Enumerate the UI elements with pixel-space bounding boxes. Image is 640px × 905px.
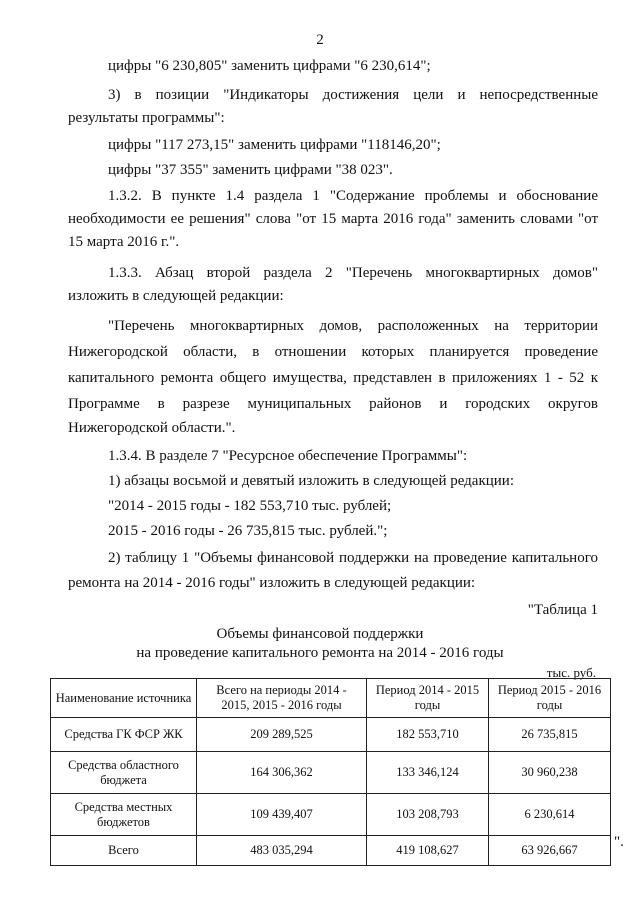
cell-period-1: 419 108,627 [367, 836, 489, 866]
cell-period-2: 63 926,667 [489, 836, 611, 866]
closing-quote: ". [614, 834, 624, 850]
table-title: Объемы финансовой поддержки [216, 626, 424, 642]
table-row [51, 752, 611, 794]
text-line: "Перечень многоквартирных домов, расположенных на территории [108, 318, 598, 334]
header-period-2015-2016: Период 2015 - 2016 годы [489, 679, 611, 718]
text-line: 3) в позиции "Индикаторы достижения цели и непосредственные [108, 87, 598, 103]
text-line: необходимости ее решения" слова "от 15 марта 2016 года" заменить словами "от [68, 211, 598, 227]
table-header-row [51, 679, 611, 718]
text-line: изложить в следующей редакции: [68, 288, 284, 304]
text-line: Нижегородской области, в отношении которых планируется проведение [68, 344, 598, 360]
cell-period-2: 26 735,815 [489, 718, 611, 752]
cell-source: Средства областного бюджета [51, 752, 197, 794]
cell-total: 164 306,362 [197, 752, 367, 794]
text-line: "2014 - 2015 годы - 182 553,710 тыс. рублей; [108, 498, 392, 514]
cell-total: 483 035,294 [197, 836, 367, 866]
text-line: 1.3.4. В разделе 7 "Ресурсное обеспечение Программы": [108, 448, 468, 464]
cell-source: Всего [51, 836, 197, 866]
header-period-2014-2015: Период 2014 - 2015 годы [367, 679, 489, 718]
table-row-total [51, 836, 611, 866]
text-line: Программе в разрезе муниципальных районов и городских округов [68, 396, 598, 412]
table-caption: "Таблица 1 [527, 602, 598, 618]
cell-total: 209 289,525 [197, 718, 367, 752]
text-line: результаты программы": [68, 110, 225, 126]
cell-period-1: 133 346,124 [367, 752, 489, 794]
text-line: 1.3.2. В пункте 1.4 раздела 1 "Содержание проблемы и обоснование [108, 188, 598, 204]
table-row [51, 794, 611, 836]
header-source: Наименование источника [51, 679, 197, 718]
funding-table [50, 678, 611, 866]
cell-total: 109 439,407 [197, 794, 367, 836]
cell-period-1: 103 208,793 [367, 794, 489, 836]
cell-source: Средства местных бюджетов [51, 794, 197, 836]
text-line: 2015 - 2016 годы - 26 735,815 тыс. рублей."; [108, 523, 388, 539]
text-line: цифры "37 355" заменить цифрами "38 023". [108, 162, 393, 178]
text-line: 15 марта 2016 г.". [68, 234, 180, 250]
table-row [51, 718, 611, 752]
text-line: 1.3.3. Абзац второй раздела 2 "Перечень многоквартирных домов" [108, 265, 598, 281]
text-line: цифры "117 273,15" заменить цифрами "118146,20"; [108, 137, 441, 153]
cell-period-1: 182 553,710 [367, 718, 489, 752]
table-subtitle: на проведение капитального ремонта на 2014 - 2016 годы [136, 645, 504, 661]
cell-source: Средства ГК ФСР ЖК [51, 718, 197, 752]
text-line: цифры "6 230,805" заменить цифрами "6 230,614"; [108, 58, 431, 74]
page-number: 2 [316, 32, 324, 48]
text-line: капитального ремонта общего имущества, представлен в приложениях 1 - 52 к [68, 370, 598, 386]
text-line: ремонта на 2014 - 2016 годы" изложить в следующей редакции: [68, 575, 476, 591]
text-line: Нижегородской области.". [68, 420, 236, 436]
units-label: тыс. руб. [546, 665, 596, 680]
text-line: 1) абзацы восьмой и девятый изложить в следующей редакции: [108, 473, 515, 489]
text-line: 2) таблицу 1 "Объемы финансовой поддержки на проведение капитального [108, 550, 598, 566]
cell-period-2: 30 960,238 [489, 752, 611, 794]
cell-period-2: 6 230,614 [489, 794, 611, 836]
header-total: Всего на периоды 2014 - 2015, 2015 - 2016 годы [197, 679, 367, 718]
